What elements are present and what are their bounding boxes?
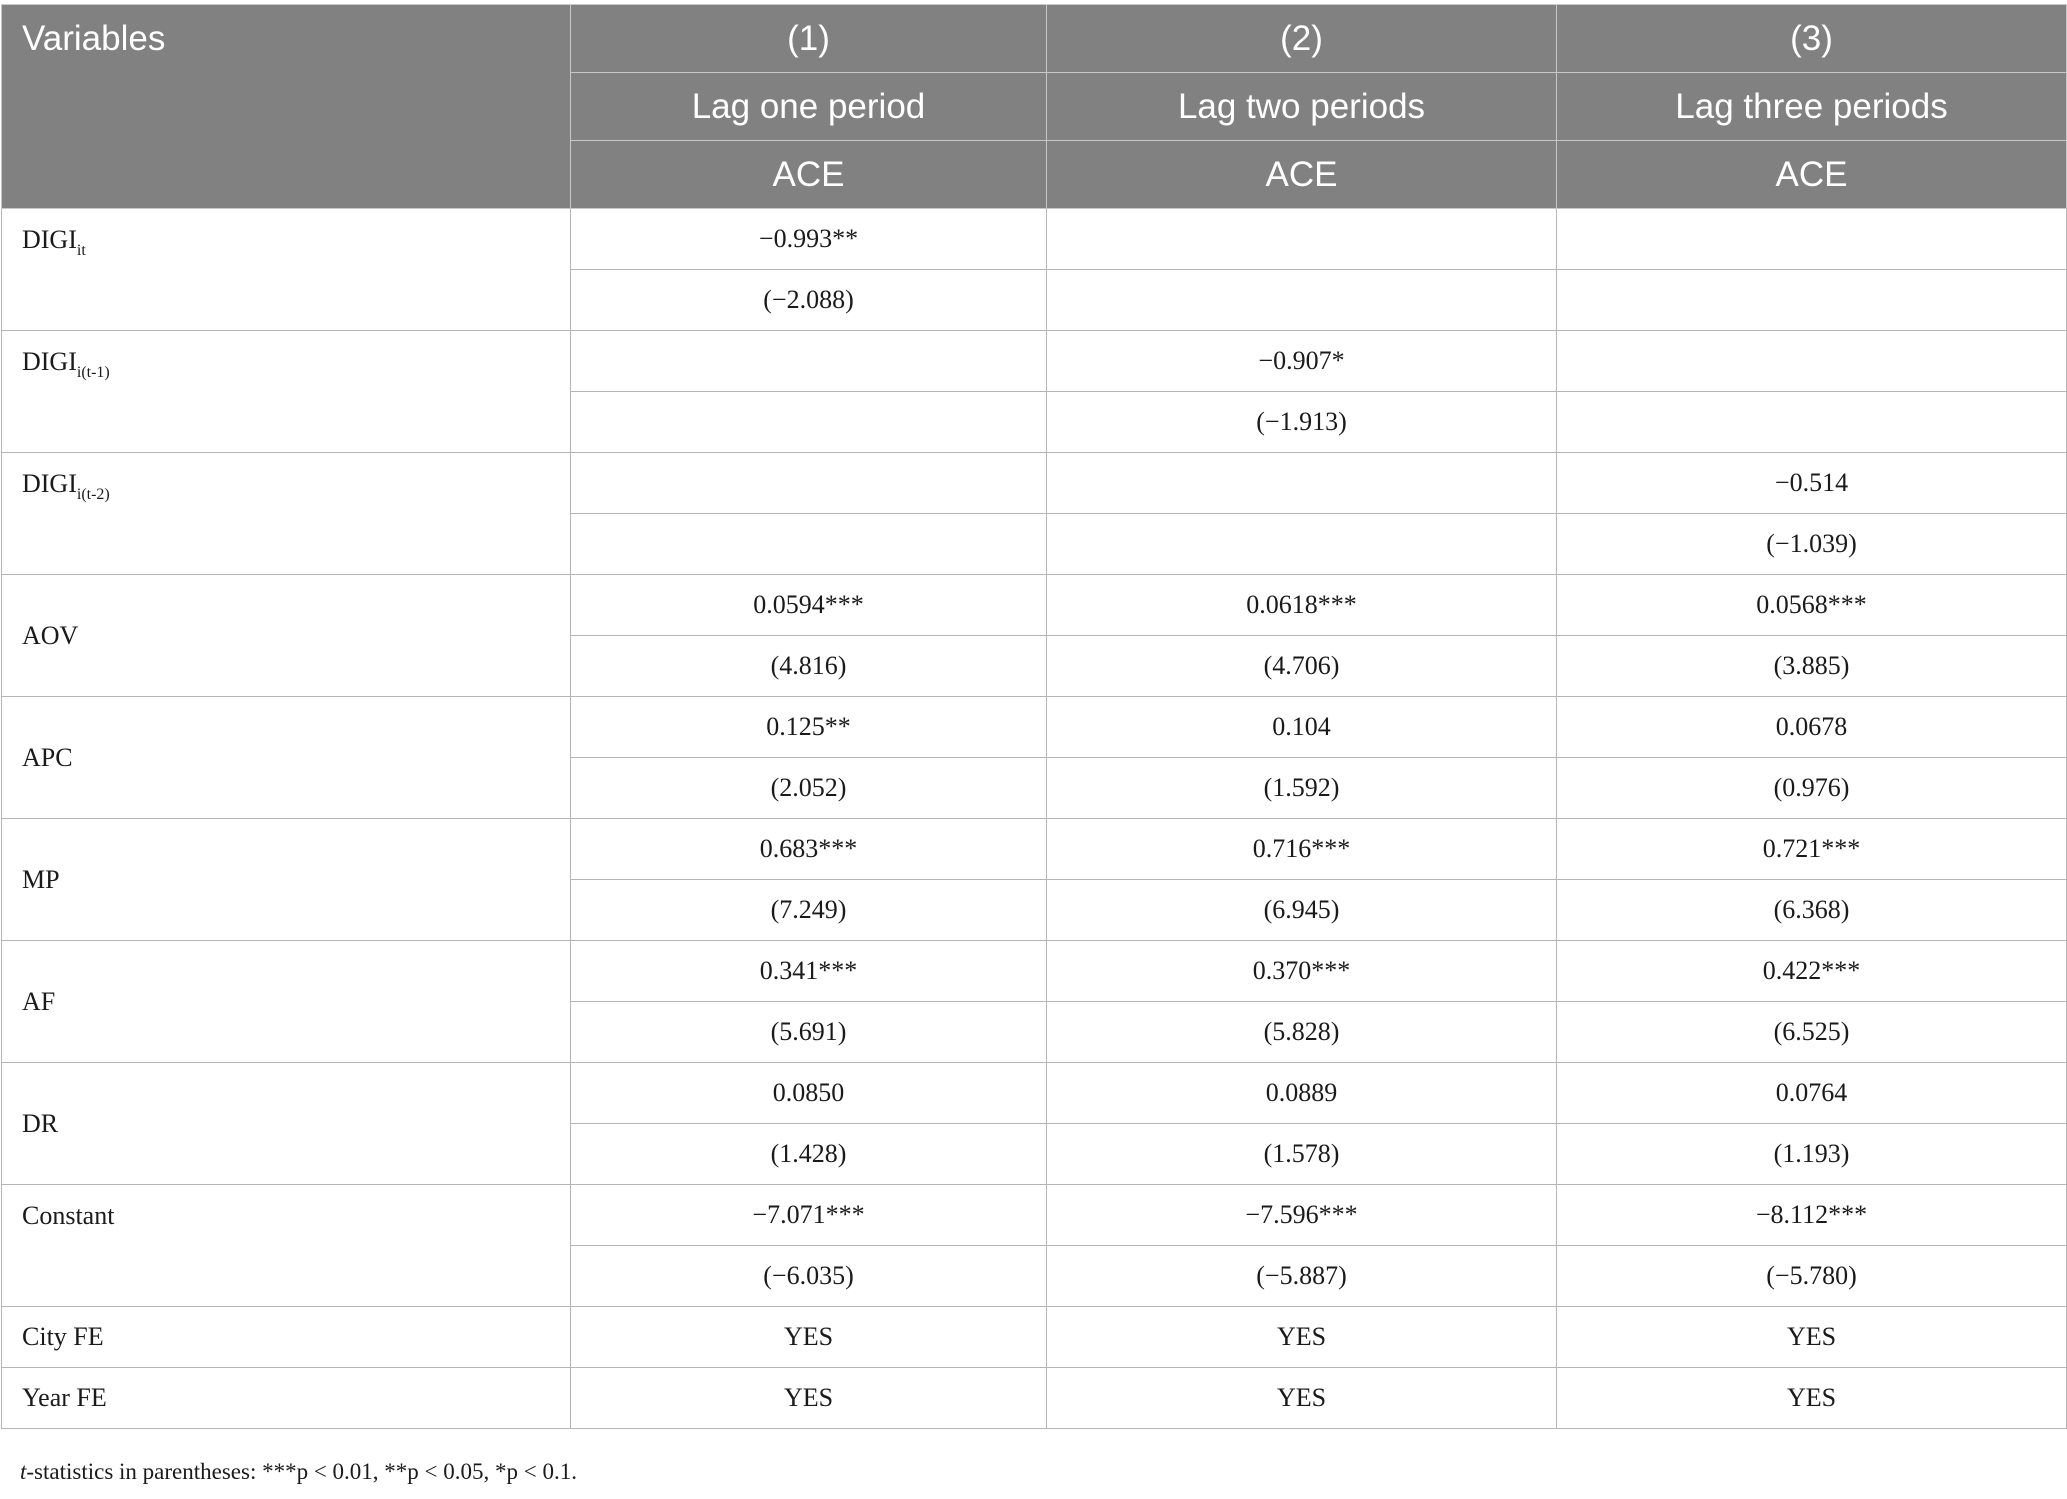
tstat-cell: (−5.780) bbox=[1557, 1246, 2067, 1307]
tstat-cell bbox=[1047, 514, 1557, 575]
coefficient-cell: 0.125** bbox=[571, 697, 1047, 758]
column-dep-var-2: ACE bbox=[1047, 141, 1557, 209]
tstat-cell: (5.691) bbox=[571, 1002, 1047, 1063]
coefficient-cell: −0.907* bbox=[1047, 331, 1557, 392]
coefficient-cell bbox=[1557, 209, 2067, 270]
coefficient-cell bbox=[1047, 453, 1557, 514]
tstat-cell: (−1.039) bbox=[1557, 514, 2067, 575]
tstat-cell: (6.368) bbox=[1557, 880, 2067, 941]
variables-header: Variables bbox=[2, 5, 571, 209]
regression-table-container bbox=[0, 4, 2067, 1429]
variable-label bbox=[2, 209, 571, 331]
coefficient-cell: 0.0889 bbox=[1047, 1063, 1557, 1124]
coefficient-cell: −7.596*** bbox=[1047, 1185, 1557, 1246]
variable-subscript: it bbox=[76, 242, 86, 259]
tstat-cell bbox=[1557, 392, 2067, 453]
table-row bbox=[2, 209, 2067, 270]
coefficient-cell: 0.341*** bbox=[571, 941, 1047, 1002]
coefficient-cell: 0.370*** bbox=[1047, 941, 1557, 1002]
variable-label: AF bbox=[2, 941, 571, 1063]
tstat-cell bbox=[1557, 270, 2067, 331]
coefficient-cell: 0.0678 bbox=[1557, 697, 2067, 758]
tstat-cell: (7.249) bbox=[571, 880, 1047, 941]
coefficient-cell bbox=[1557, 331, 2067, 392]
variable-label: DR bbox=[2, 1063, 571, 1185]
table-header bbox=[2, 5, 2067, 209]
tstat-cell: (4.706) bbox=[1047, 636, 1557, 697]
coefficient-cell: 0.104 bbox=[1047, 697, 1557, 758]
tstat-cell bbox=[571, 514, 1047, 575]
variable-label bbox=[2, 331, 571, 453]
table-row bbox=[2, 819, 2067, 880]
coefficient-cell: 0.422*** bbox=[1557, 941, 2067, 1002]
tstat-cell: (−5.887) bbox=[1047, 1246, 1557, 1307]
variable-label bbox=[2, 453, 571, 575]
tstat-cell: (0.976) bbox=[1557, 758, 2067, 819]
tstat-cell: (1.592) bbox=[1047, 758, 1557, 819]
column-number-1: (1) bbox=[571, 5, 1047, 73]
coefficient-cell: −0.514 bbox=[1557, 453, 2067, 514]
coefficient-cell bbox=[571, 453, 1047, 514]
table-body bbox=[2, 209, 2067, 1429]
regression-table bbox=[1, 4, 2067, 1429]
variable-label: Constant bbox=[2, 1185, 571, 1307]
coefficient-cell: 0.0764 bbox=[1557, 1063, 2067, 1124]
tstat-cell: (3.885) bbox=[1557, 636, 2067, 697]
variable-name: DIGI bbox=[22, 469, 77, 498]
fixed-effect-cell: YES bbox=[1557, 1368, 2067, 1429]
tstat-cell: (5.828) bbox=[1047, 1002, 1557, 1063]
coefficient-cell: −7.071*** bbox=[571, 1185, 1047, 1246]
coefficient-cell: 0.0594*** bbox=[571, 575, 1047, 636]
column-lag-1: Lag one period bbox=[571, 73, 1047, 141]
variable-subscript: i(t-1) bbox=[76, 364, 110, 381]
tstat-cell: (4.816) bbox=[571, 636, 1047, 697]
fixed-effect-label: City FE bbox=[2, 1307, 571, 1368]
table-row bbox=[2, 1307, 2067, 1368]
variable-label: MP bbox=[2, 819, 571, 941]
tstat-cell: (6.525) bbox=[1557, 1002, 2067, 1063]
tstat-cell: (−1.913) bbox=[1047, 392, 1557, 453]
fixed-effect-cell: YES bbox=[571, 1307, 1047, 1368]
table-row bbox=[2, 1185, 2067, 1246]
fixed-effect-cell: YES bbox=[1557, 1307, 2067, 1368]
table-row bbox=[2, 1368, 2067, 1429]
coefficient-cell: −0.993** bbox=[571, 209, 1047, 270]
column-lag-2: Lag two periods bbox=[1047, 73, 1557, 141]
variable-label: APC bbox=[2, 697, 571, 819]
variable-name: DIGI bbox=[22, 347, 77, 376]
footnote-text: -statistics in parentheses: ***p < 0.01, **p < 0.05, *p < 0.1. bbox=[26, 1459, 577, 1484]
tstat-cell: (1.428) bbox=[571, 1124, 1047, 1185]
fixed-effect-cell: YES bbox=[571, 1368, 1047, 1429]
table-row bbox=[2, 697, 2067, 758]
coefficient-cell: 0.721*** bbox=[1557, 819, 2067, 880]
tstat-cell: (2.052) bbox=[571, 758, 1047, 819]
table-footnote bbox=[20, 1459, 577, 1485]
coefficient-cell bbox=[1047, 209, 1557, 270]
column-number-3: (3) bbox=[1557, 5, 2067, 73]
coefficient-cell: 0.0618*** bbox=[1047, 575, 1557, 636]
tstat-cell: (1.578) bbox=[1047, 1124, 1557, 1185]
footnote-t-label: t bbox=[20, 1459, 27, 1484]
coefficient-cell: 0.683*** bbox=[571, 819, 1047, 880]
coefficient-cell: 0.716*** bbox=[1047, 819, 1557, 880]
table-row bbox=[2, 575, 2067, 636]
column-lag-3: Lag three periods bbox=[1557, 73, 2067, 141]
coefficient-cell: −8.112*** bbox=[1557, 1185, 2067, 1246]
fixed-effect-cell: YES bbox=[1047, 1307, 1557, 1368]
tstat-cell bbox=[571, 392, 1047, 453]
column-dep-var-1: ACE bbox=[571, 141, 1047, 209]
tstat-cell: (−6.035) bbox=[571, 1246, 1047, 1307]
fixed-effect-cell: YES bbox=[1047, 1368, 1557, 1429]
table-row bbox=[2, 941, 2067, 1002]
table-row bbox=[2, 331, 2067, 392]
column-dep-var-3: ACE bbox=[1557, 141, 2067, 209]
coefficient-cell bbox=[571, 331, 1047, 392]
coefficient-cell: 0.0850 bbox=[571, 1063, 1047, 1124]
tstat-cell bbox=[1047, 270, 1557, 331]
fixed-effect-label: Year FE bbox=[2, 1368, 571, 1429]
table-row bbox=[2, 1063, 2067, 1124]
coefficient-cell: 0.0568*** bbox=[1557, 575, 2067, 636]
variable-subscript: i(t-2) bbox=[76, 486, 110, 503]
tstat-cell: (1.193) bbox=[1557, 1124, 2067, 1185]
variable-name: DIGI bbox=[22, 225, 77, 254]
variable-label: AOV bbox=[2, 575, 571, 697]
column-number-2: (2) bbox=[1047, 5, 1557, 73]
tstat-cell: (6.945) bbox=[1047, 880, 1557, 941]
table-row bbox=[2, 453, 2067, 514]
tstat-cell: (−2.088) bbox=[571, 270, 1047, 331]
